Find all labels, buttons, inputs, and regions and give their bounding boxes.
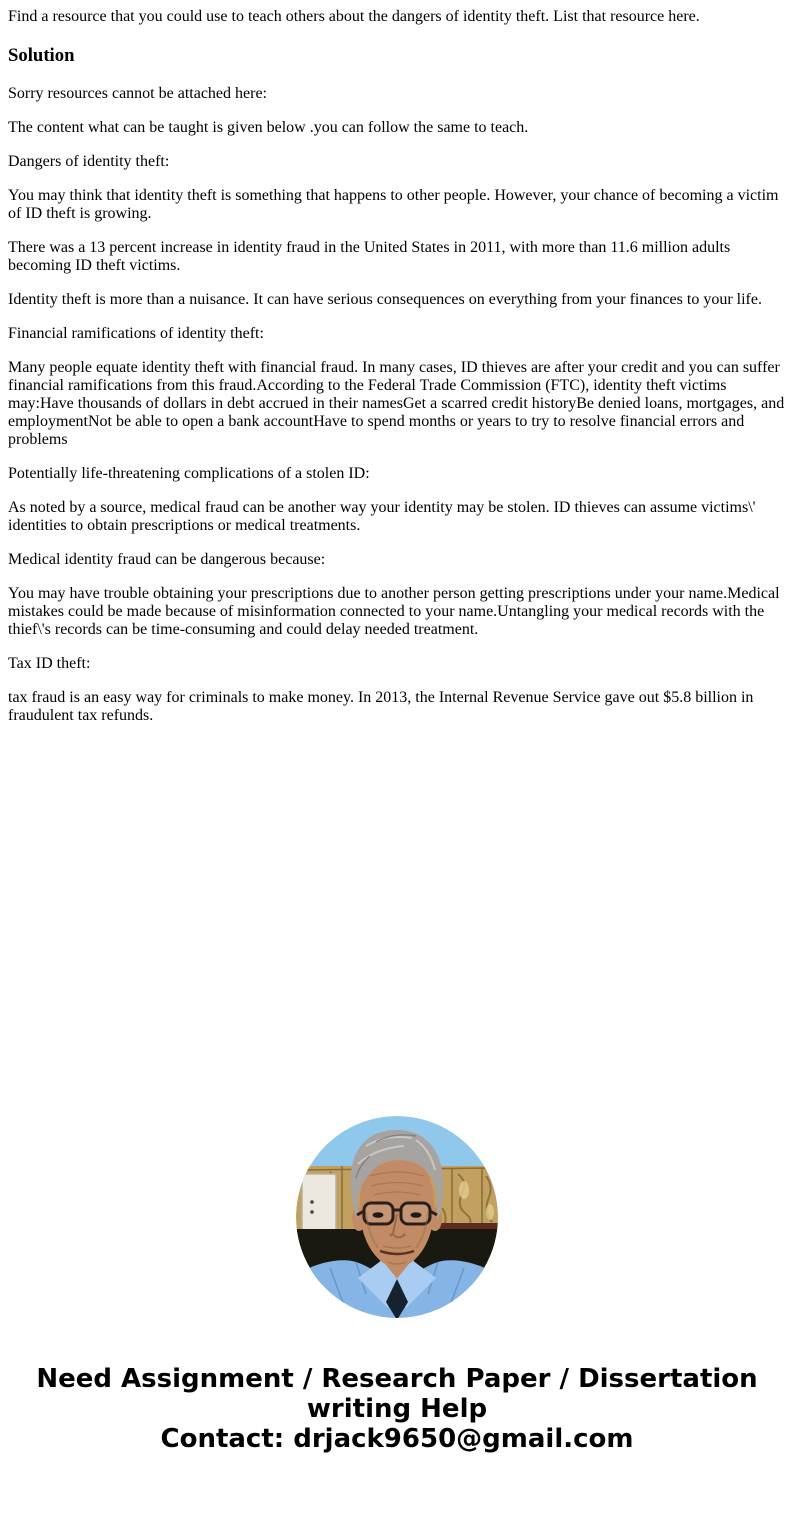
solution-paragraph: You may have trouble obtaining your prescriptions due to another person getting prescriptions under your name.Medical mistakes could be made because of misinformation connected to your name.Untangling your medical records with the thief\'s records can be time-consuming and could delay needed treatment. (8, 585, 780, 639)
solution-paragraph: As noted by a source, medical fraud can be another way your identity may be stolen. ID thieves can assume victims\' identities to obtain prescriptions or medical treatments. (8, 499, 756, 535)
solution-heading: Solution (8, 44, 75, 66)
solution-paragraph: Dangers of identity theft: (8, 153, 170, 171)
solution-paragraph: There was a 13 percent increase in identity fraud in the United States in 2011, with more than 11.6 million adults becoming ID theft victims. (8, 239, 731, 275)
solution-paragraph: Many people equate identity theft with financial fraud. In many cases, ID thieves are after your credit and you can suffer financial ramifications from this fraud.According to the Federal Trade Commission (FTC), identity theft victims may:Have thousands of dollars in debt accrued in their namesGet a scarred credit historyBe denied loans, mortgages, and employmentNot be able to open a bank accountHave to spend months or years to try to resolve financial errors and problems (8, 359, 785, 449)
question-text: Find a resource that you could use to teach others about the dangers of identity theft. List that resource here. (8, 8, 700, 25)
avatar (296, 1116, 498, 1318)
instructor-photo-illustration (296, 1116, 498, 1318)
photo-switch-plate (302, 1174, 336, 1230)
solution-paragraph: Medical identity fraud can be dangerous because: (8, 551, 326, 569)
contact-line: Contact: drjack9650@gmail.com (160, 1424, 634, 1455)
solution-paragraph: tax fraud is an easy way for criminals to make money. In 2013, the Internal Revenue Service gave out $5.8 billion in fraudulent tax refunds. (8, 689, 754, 725)
help-line-1: Need Assignment / Research Paper / Dissertation (36, 1364, 758, 1395)
solution-paragraph: Tax ID theft: (8, 655, 91, 673)
help-line-2: writing Help (306, 1394, 488, 1425)
help-banner (8, 1364, 786, 1454)
solution-paragraph: You may think that identity theft is something that happens to other people. However, your chance of becoming a victim of ID theft is growing. (8, 187, 779, 223)
solution-paragraph: Sorry resources cannot be attached here: (8, 85, 267, 103)
solution-paragraph: Potentially life-threatening complications of a stolen ID: (8, 465, 370, 483)
solution-paragraph: Identity theft is more than a nuisance. It can have serious consequences on everything from your finances to your life. (8, 291, 762, 309)
photo-rail (436, 1223, 498, 1230)
solution-paragraph: The content what can be taught is given below .you can follow the same to teach. (8, 119, 529, 137)
solution-paragraph: Financial ramifications of identity theft: (8, 325, 264, 343)
